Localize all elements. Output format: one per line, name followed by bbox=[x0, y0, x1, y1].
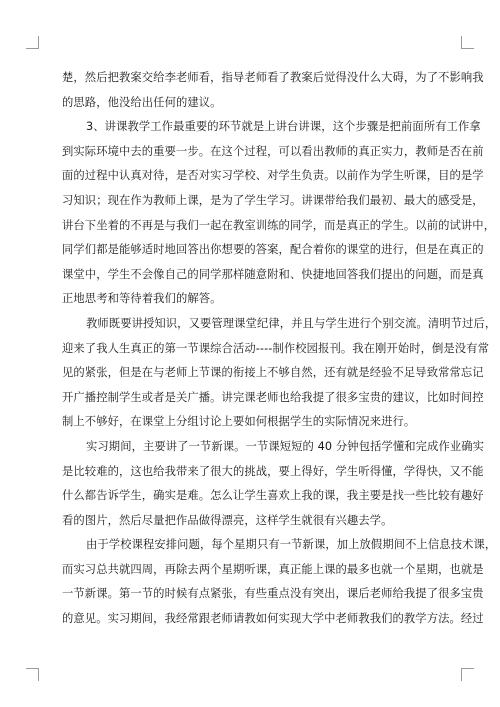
text-line: 见的紧张，但是在与老师上节课的衔接上不够自然，还有就是经验不足导致常常忘记 bbox=[62, 366, 484, 380]
text-line: 的思路，他没给出任何的建议。 bbox=[62, 95, 222, 109]
text-line: 由于学校课程安排问题，每个星期只有一节新课，加上放假期间不上信息技术课， bbox=[86, 538, 497, 552]
text-line: 什么都告诉学生，确实是难。怎么让学生喜欢上我的课，我主要是找一些比较有趣好 bbox=[62, 489, 484, 503]
paragraph bbox=[62, 435, 485, 533]
crop-mark-bottom-left bbox=[26, 668, 39, 681]
text-line: 的意见。实习期间，我经常跟老师请教如何实现大学中老师教我们的教学方法。经过 bbox=[62, 612, 484, 626]
paragraph bbox=[62, 66, 484, 115]
text-line: 实习期间，主要讲了一节新课。一节课短短的 40 分钟包括学懂和完成作业确实 bbox=[86, 439, 485, 453]
text-line: 迎来了我人生真正的第一节课综合活动----制作校园报刊。我在刚开始时，倒是没有常 bbox=[62, 341, 489, 355]
paragraph bbox=[62, 312, 497, 435]
text-line: 一节新课。第一节的时候有点紧张，有些重点没有突出，课后老师给我提了很多宝贵 bbox=[62, 587, 484, 601]
paragraph bbox=[62, 115, 496, 312]
text-line: 是比较难的，这也给我带来了很大的挑战，要上得好，学生听得懂，学得快，又不能 bbox=[62, 464, 484, 478]
text-line: 开广播控制学生或者是关广播。讲完课老师也给我提了很多宝贵的建议，比如时间控 bbox=[62, 390, 484, 404]
crop-mark-top-right bbox=[461, 36, 474, 49]
crop-mark-top-left bbox=[26, 36, 39, 49]
text-line: 3、讲课教学工作最重要的环节就是上讲台讲课，这个步骤是把前面所有工作拿 bbox=[86, 120, 481, 134]
text-line: 正地思考和等待着我们的解答。 bbox=[62, 292, 222, 306]
crop-mark-bottom-right bbox=[461, 668, 474, 681]
text-line: 楚，然后把教案交给李老师看，指导老师看了教案后觉得没什么大碍，为了不影响我 bbox=[62, 71, 484, 84]
text-line: 而实习总共就四周，再除去两个星期听课，真正能上课的最多也就一个星期，也就是 bbox=[62, 562, 484, 576]
text-line: 到实际环境中去的重要一步。在这个过程，可以看出教师的真正实力，教师是否在前 bbox=[62, 144, 484, 158]
text-line: 讲台下坐着的不再是与我们一起在教室训练的同学，而是真正的学生。以前的试讲中， bbox=[62, 218, 496, 232]
text-line: 面的过程中认真对待，是否对实习学校、对学生负责。以前作为学生听课，目的是学 bbox=[62, 169, 484, 183]
text-line: 教师既要讲授知识，又要管理课堂纪律，并且与学生进行个别交流。清明节过后， bbox=[86, 316, 497, 330]
text-line: 看的图片，然后尽量把作品做得漂亮，这样学生就很有兴趣去学。 bbox=[62, 513, 393, 527]
text-line: 习知识；现在作为教师上课，是为了学生学习。讲课带给我们最初、最大的感受是， bbox=[62, 193, 484, 207]
text-line: 课堂中，学生不会像自己的同学那样随意附和、快捷地回答我们提出的问题，而是真 bbox=[62, 267, 484, 281]
document-body bbox=[62, 66, 497, 632]
paragraph bbox=[62, 533, 497, 631]
text-line: 同学们都是能够适时地回答出你想要的答案，配合着你的课堂的进行，但是在真正的 bbox=[62, 243, 484, 257]
text-line: 制上不够好，在课堂上分组讨论上要如何根据学生的实际情况来进行。 bbox=[62, 415, 416, 429]
